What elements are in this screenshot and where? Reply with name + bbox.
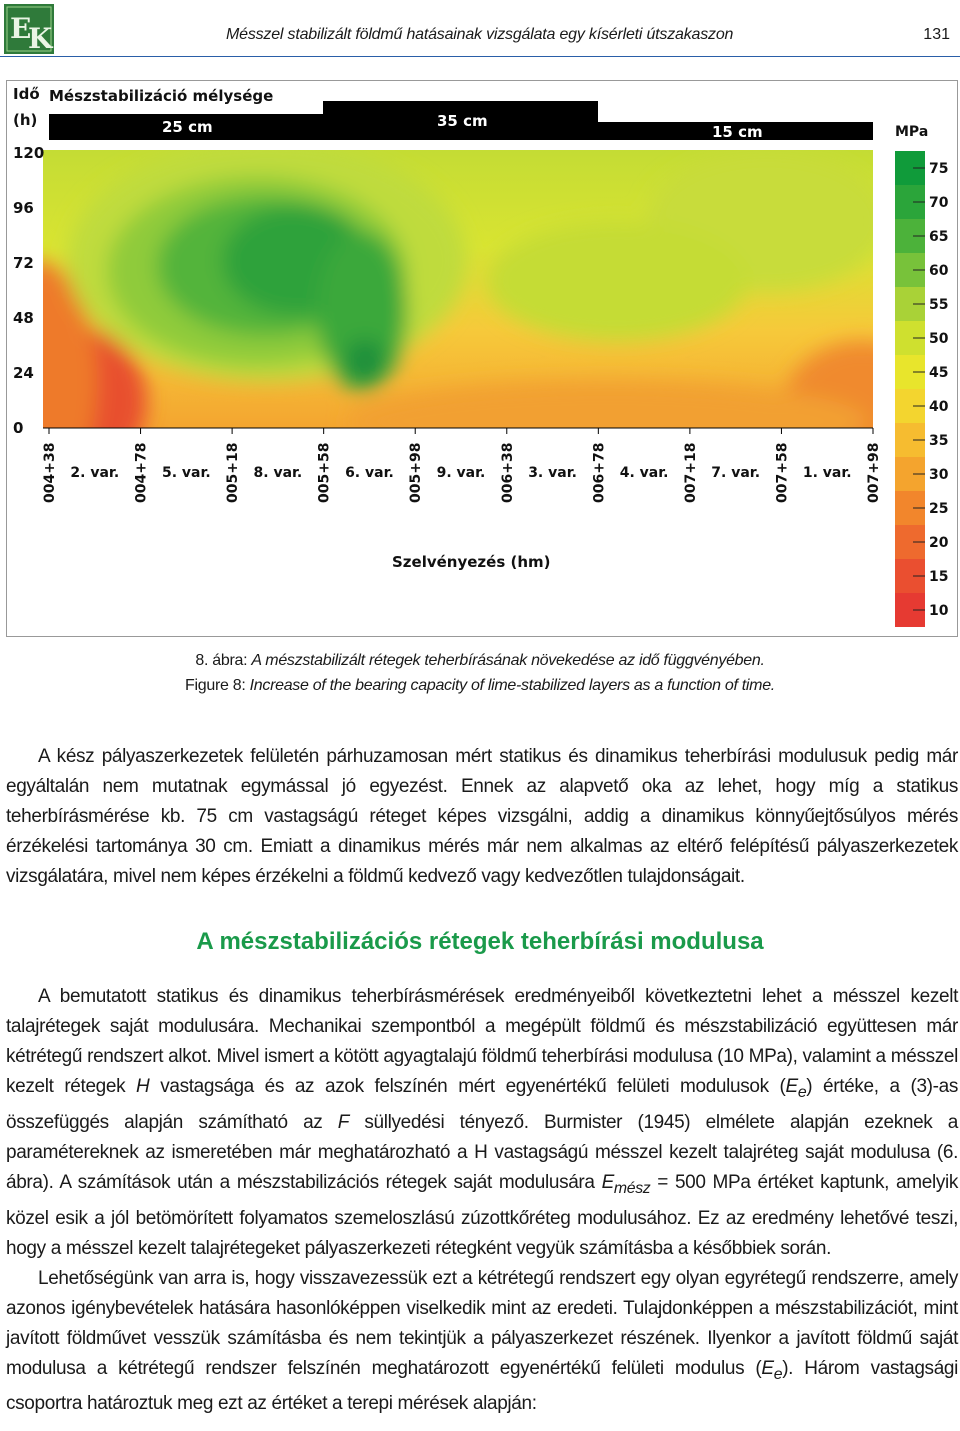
station-label: 006+78 xyxy=(591,442,608,503)
y-tick-label: 0 xyxy=(13,419,24,437)
y-axis-ticks xyxy=(13,144,44,437)
depth-segment-15: 15 cm xyxy=(712,123,763,141)
svg-text:E: E xyxy=(10,12,32,45)
p2-symbol-emesz-sub: mész xyxy=(613,1179,651,1197)
legend-unit: MPa xyxy=(895,124,929,140)
legend-value: 10 xyxy=(929,603,949,619)
depth-segment-35: 35 cm xyxy=(437,112,488,130)
variant-label: 7. var. xyxy=(711,465,761,481)
variant-label: 8. var. xyxy=(253,465,303,481)
p3-part1: Lehetőségünk van arra is, hogy visszavezessük ezt a kétrétegű rendszert egy olyan egyrétegű rendszerre, amely azonos igénybevételek hatására hasonlóképpen viselkedik mint az eredeti. Tulajdonképpen a mészstabilizációt, mint javított földművet vesszük számításba és nem tekintjük a pályaszerkezet részének. Ilyenkor a javított földmű saját modulusa a kétrétegű rendszer felszínén meghatározott egyenértékű felületi modulus ( xyxy=(6,1267,958,1379)
variant-label: 2. var. xyxy=(70,465,120,481)
paragraph-2-3 xyxy=(6,982,958,1419)
p2-symbol-f: F xyxy=(337,1111,350,1133)
paragraph-1 xyxy=(6,742,958,892)
p2-symbol-emesz: E xyxy=(601,1171,614,1193)
variant-label: 6. var. xyxy=(345,465,394,481)
legend-value: 60 xyxy=(929,263,949,279)
legend-value: 35 xyxy=(929,433,949,449)
running-title: Mésszel stabilizált földmű hatásainak vizsgálata egy kísérleti útszakaszon xyxy=(226,26,734,43)
variant-label: 5. var. xyxy=(161,465,211,481)
y-tick-label: 72 xyxy=(13,254,34,272)
p2-symbol-ee: E xyxy=(785,1076,798,1097)
depth-segment-25: 25 cm xyxy=(162,118,213,136)
p2-symbol-h: H xyxy=(136,1076,150,1097)
station-label: 007+98 xyxy=(866,442,882,503)
header-rule xyxy=(0,56,960,57)
legend-value: 20 xyxy=(929,535,949,551)
variant-label: 3. var. xyxy=(528,465,577,481)
figure-caption-hu xyxy=(0,652,960,670)
legend-value: 50 xyxy=(929,331,949,347)
caption-text-en: Increase of the bearing capacity of lime-stabilized layers as a function of time. xyxy=(249,677,775,694)
legend-value: 75 xyxy=(929,161,949,177)
variant-label: 1. var. xyxy=(802,465,852,481)
station-label: 007+18 xyxy=(682,442,699,503)
time-unit-label: (h) xyxy=(13,111,38,129)
svg-text:K: K xyxy=(28,22,53,54)
section-heading: A mészstabilizációs rétegek teherbírási modulusa xyxy=(196,928,764,955)
p3-symbol-ee: E xyxy=(761,1357,774,1379)
x-axis-title: Szelvényezés (hm) xyxy=(392,553,551,571)
y-tick-label: 48 xyxy=(13,309,34,327)
y-tick-label: 96 xyxy=(13,199,34,217)
p3-symbol-ee-sub: e xyxy=(773,1365,783,1383)
p2-part1: A bemutatott statikus és dinamikus teherbírásmérések eredményeiből következtetni lehet a mésszel kezelt talajrétegek saját modulusára. Mechanikai szempontból a megépült földmű és mészstabilizáció együttesen már kétrétegű rendszert alkot. Mivel ismert a kötött agyagtalajú földmű teherbírási modulusa (10 MPa), valamint a mésszel kezelt rétegek xyxy=(6,986,958,1097)
legend-value: 70 xyxy=(929,195,949,211)
time-label: Idő xyxy=(13,85,40,103)
legend-value: 25 xyxy=(929,501,949,517)
y-tick-label: 24 xyxy=(13,364,34,382)
p2-part4: süllyedési tényező. Burmister (1945) elmélete alapján ezeknek a paramétereknek az ismeretében már meghatározható a H vastagságú mésszel kezelt talajréteg saját modulusa (6. ábra). A számítások után a mészstabilizációs rétegek saját modulusára xyxy=(6,1111,958,1193)
y-tick-label: 120 xyxy=(13,144,45,162)
legend-value: 45 xyxy=(929,365,949,381)
legend-value: 15 xyxy=(929,569,949,585)
station-label: 004+38 xyxy=(42,442,58,503)
journal-logo xyxy=(4,4,54,54)
figure-caption-en xyxy=(0,677,960,695)
station-label: 006+38 xyxy=(499,442,516,503)
color-legend xyxy=(895,151,949,627)
p2-symbol-ee-sub: e xyxy=(797,1083,807,1101)
caption-label-en: Figure 8: xyxy=(185,677,246,694)
legend-value: 55 xyxy=(929,297,949,313)
variant-label: 9. var. xyxy=(436,465,486,481)
station-label: 005+58 xyxy=(316,442,333,503)
variant-labels xyxy=(70,465,851,481)
p3-part2: ). Három vastagsági csoportra határoztuk meg ezt az értéket a terepi mérések alapján: xyxy=(6,1357,958,1415)
p2-part3: ) értéke, a (3)-as összefüggés alapján számítható az xyxy=(6,1076,958,1133)
station-label: 005+18 xyxy=(225,442,242,503)
caption-label-hu: 8. ábra: xyxy=(195,652,248,669)
contour-figure xyxy=(6,80,958,637)
station-label: 005+98 xyxy=(408,442,425,503)
station-label: 007+58 xyxy=(774,442,791,503)
p2-part2: vastagsága és az azok felszínén mért egyenértékű felületi modulusok ( xyxy=(149,1076,786,1097)
paragraph-1-text: A kész pályaszerkezetek felületén párhuzamosan mért statikus és dinamikus teherbírási modulusuk pedig már egyáltalán nem mutatnak egymással jó egyezést. Ennek az alapvető oka az lehet, hogy míg a statikus teherbírásmérése kb. 75 cm vastagságú réteget képes vizsgálni, addig a dinamikus könnyűejtősúlyos mérés érzékelési tartománya 30 cm. Emiatt a dinamikus mérés már nem alkalmas az eltérő felépítésű pályaszerkezetek vizsgálatára, mivel nem képes érzékelni a földmű kedvező vagy kedvezőtlen tulajdonságait. xyxy=(6,746,958,887)
page-number: 131 xyxy=(923,26,950,43)
legend-value: 30 xyxy=(929,467,949,483)
caption-text-hu: A mészstabilizált rétegek teherbírásának növekedése az idő függvényében. xyxy=(251,652,765,669)
variant-label: 4. var. xyxy=(619,465,669,481)
legend-value: 65 xyxy=(929,229,949,245)
depth-title: Mészstabilizáció mélysége xyxy=(49,87,274,105)
p2-part5: = 500 MPa értéket kaptunk, amelyik közel esik a jól betömörített folyamatos szemeloszlású zúzottkőréteg modulusához. Ez az eredmény lehetővé teszi, hogy a mésszel kezelt talajrétegeket pályaszerkezeti rétegként vegyük számításba a későbbiek során. xyxy=(6,1171,958,1259)
station-label: 004+78 xyxy=(133,442,150,503)
legend-value: 40 xyxy=(929,399,949,415)
